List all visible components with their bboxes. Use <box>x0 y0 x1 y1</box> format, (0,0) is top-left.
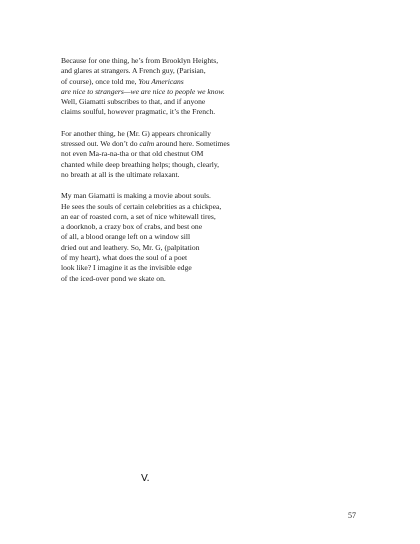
line-text: of the iced-over pond we skate on. <box>61 273 166 283</box>
line-text: not even Ma-ra-na-tha or that old chestnut OM <box>61 149 204 159</box>
section-numeral: V. <box>141 473 150 484</box>
poem-line <box>61 129 361 139</box>
poem-line <box>61 66 361 76</box>
italic-phrase: are nice to strangers—we are nice to people we know. <box>61 86 225 96</box>
line-text: of course), once told me, <box>61 76 139 86</box>
line-text: He sees the souls of certain celebrities as a chickpea, <box>61 201 222 211</box>
line-text: Because for one thing, he’s from Brooklyn Heights, <box>61 56 219 65</box>
stanza <box>61 56 361 118</box>
line-text: a doorknob, a crazy box of crabs, and best one <box>61 222 203 232</box>
poem-line <box>61 222 361 232</box>
stanza <box>61 191 361 284</box>
line-text: chanted while deep breathing helps; though, clearly, <box>61 159 220 169</box>
poem-line <box>61 107 361 117</box>
line-text: of all, a blood orange left on a window sill <box>61 232 191 242</box>
poem-line <box>61 243 361 253</box>
poem-body <box>61 56 361 295</box>
poem-line <box>61 139 361 149</box>
line-text: dried out and leathery. So, Mr. G, (palpitation <box>61 242 200 252</box>
poem-line <box>61 212 361 222</box>
poem-line <box>61 77 361 87</box>
line-text: For another thing, he (Mr. G) appears chronically <box>61 128 211 138</box>
line-text: no breath at all is the ultimate relaxant. <box>61 169 180 179</box>
poem-line <box>61 274 361 284</box>
page-number: 57 <box>348 511 356 520</box>
poem-line <box>61 232 361 242</box>
line-text: Well, Giamatti subscribes to that, and if anyone <box>61 97 206 107</box>
poem-line <box>61 253 361 263</box>
line-text: claims soulful, however pragmatic, it’s the French. <box>61 107 216 117</box>
poem-line <box>61 87 361 97</box>
line-text: My man Giamatti is making a movie about souls. <box>61 191 211 201</box>
line-text: an ear of roasted corn, a set of nice whitewall tires, <box>61 211 216 221</box>
stanza <box>61 129 361 180</box>
poem-line <box>61 202 361 212</box>
italic-phrase: You Americans <box>138 76 184 86</box>
poem-line <box>61 160 361 170</box>
poem-line <box>61 149 361 159</box>
poem-line <box>61 97 361 107</box>
line-text: around here. Sometimes <box>154 139 230 149</box>
line-text: of my heart), what does the soul of a poet <box>61 253 188 263</box>
italic-phrase: calm <box>139 139 155 149</box>
poem-line <box>61 263 361 273</box>
line-text: look like? I imagine it as the invisible edge <box>61 263 192 273</box>
poem-line <box>61 191 361 201</box>
poem-line <box>61 170 361 180</box>
line-text: stressed out. We don’t do <box>61 139 140 149</box>
line-text: and glares at strangers. A French guy, (Parisian, <box>61 66 206 76</box>
poem-line <box>61 56 361 66</box>
